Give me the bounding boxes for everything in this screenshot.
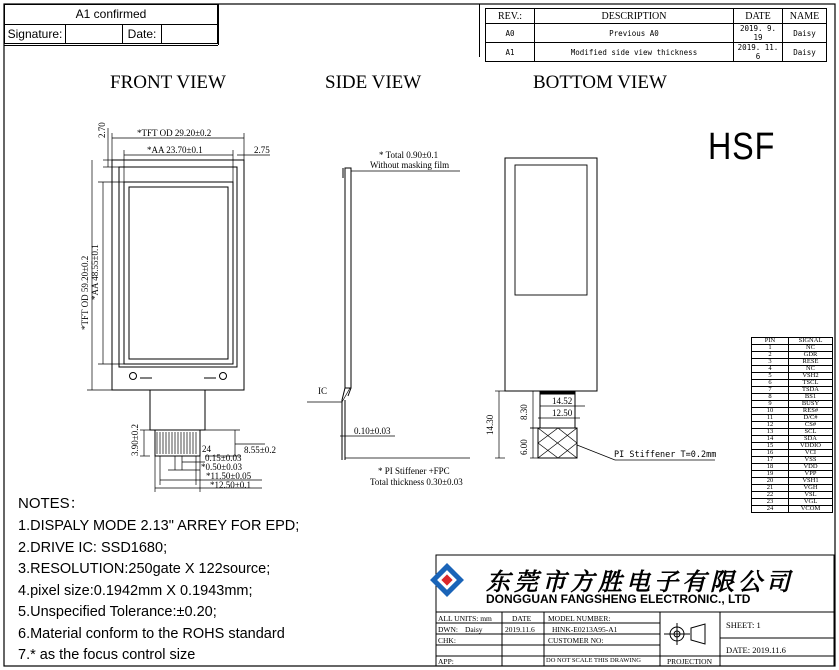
projection-label: PROJECTION [667,657,713,666]
company-name-en: DONGGUAN FANGSHENG ELECTRONIC., LTD [486,592,751,606]
pin-signal: BS1 [789,394,833,401]
pin-row [752,443,833,450]
pin-number: 4 [752,366,789,373]
company-name-cn: 东莞市方胜电子有限公司 [486,570,794,596]
pin-signal: VDD [789,464,833,471]
rev-cell: A1 [486,43,535,62]
side-view-title: SIDE VIEW [325,72,422,93]
approval-status: A1 confirmed [5,5,218,25]
pin-row [752,485,833,492]
ic-label: IC [318,386,327,396]
dim-aa-width: *AA 23.70±0.1 [147,145,203,155]
pin-number: 11 [752,415,789,422]
dim-0-50: *0.50±0.03 [201,462,242,472]
rev-header: REV.: [486,9,535,24]
pin-row [752,471,833,478]
dim-14-30: 14.30 [485,414,495,435]
pin-signal: GDR [789,352,833,359]
hsf-mark: HSF [708,126,776,168]
pin-signal: CS# [789,422,833,429]
dim-11-50: *11.50±0.05 [206,471,252,481]
note-item: 2.DRIVE IC: SSD1680; [18,539,168,556]
sheet-label: SHEET: 1 [726,620,761,630]
pin-signal: VGH [789,485,833,492]
notes-title: NOTES： [18,495,85,512]
pin-number: 7 [752,387,789,394]
note-item: 7.* as the focus control size [18,647,196,663]
dim-tft-od-height: *TFT OD 59.20±0.2 [80,255,90,330]
pin-signal: VSS [789,457,833,464]
dim-2-70: 2.70 [97,122,107,138]
note-item: 5.Unspecified Tolerance:±0.20; [18,604,217,620]
pin-signal: VCI [789,450,833,457]
dim-tft-od-width: *TFT OD 29.20±0.2 [137,128,212,138]
date-header: DATE [734,9,783,24]
company-logo [430,563,464,597]
front-view-dimensions [87,128,270,492]
pin-number: 24 [752,506,789,513]
pin-row [752,415,833,422]
pin-signal: RESE [789,359,833,366]
dwn-label: DWN: [438,625,458,634]
pin-row [752,499,833,506]
pin-row [752,457,833,464]
bottom-view-title: BOTTOM VIEW [533,72,667,93]
notes-list [18,516,299,667]
pin-signal: VSH2 [789,373,833,380]
pin-number: 16 [752,450,789,457]
signal-header: SIGNAL [789,338,833,345]
approval-divider [218,4,219,45]
pin-signal: VSH1 [789,478,833,485]
signature-field [66,24,123,44]
pin-signal: NC [789,345,833,352]
pin-number: 6 [752,380,789,387]
dim-14-52: 14.52 [552,396,573,406]
approval-box [4,4,218,44]
dim-total: * Total 0.90±0.1 [379,150,439,160]
dim-12-50: *12.50±0.1 [210,480,251,490]
note-item: 4.pixel size:0.1942mm X 0.1943mm; [18,582,253,599]
pin-row [752,352,833,359]
pin-number: 10 [752,408,789,415]
chk-label: CHK: [438,636,456,645]
date-field [162,24,218,44]
pin-number: 2 [752,352,789,359]
note-item: 6.Material conform to the ROHS standard [18,625,285,642]
pi-stiffener-label: PI Stiffener T=0.2mm [614,450,717,460]
pin-number: 3 [752,359,789,366]
side-view-drawing [342,168,351,460]
pin-signal: VGL [789,499,833,506]
dim-2-75: 2.75 [254,145,270,155]
desc-cell: Modified side view thickness [535,43,734,62]
pin-row [752,359,833,366]
revision-table [485,8,827,62]
final-date: DATE: 2019.11.6 [726,645,786,655]
pin-number: 21 [752,485,789,492]
pin-number: 1 [752,345,789,352]
pin-row [752,408,833,415]
pin-number: 22 [752,492,789,499]
dwn-date: 2019.11.6 [505,625,535,634]
name-header: NAME [783,9,827,24]
dim-6-00: 6.00 [519,439,529,455]
pin-signal: VCOM [789,506,833,513]
dim-12-50-b: 12.50 [552,408,573,418]
pin-signal: VSL [789,492,833,499]
pin-number: 19 [752,471,789,478]
pin-number: 13 [752,429,789,436]
pin-number: 14 [752,436,789,443]
app-label: APP: [438,657,454,666]
pin-row [752,464,833,471]
note-item: 1.DISPALY MODE 2.13" ARREY FOR EPD; [18,518,300,534]
customer-label: CUSTOMER NO: [548,636,604,645]
pin-row [752,506,833,513]
pin-signal: VPP [789,471,833,478]
date-cell: 2019. 11. 6 [734,43,783,62]
pin-header: PIN [752,338,789,345]
pin-signal: BUSY [789,401,833,408]
projection-symbol [664,623,705,645]
revision-divider [479,4,480,57]
side-panel [345,168,351,388]
no-scale-note: DO NOT SCALE THIS DRAWING [546,657,641,664]
dim-aa-height: *AA 48.55±0.1 [90,244,100,300]
pin-row [752,394,833,401]
pin-table [751,337,833,513]
model-number: HINK-E0213A95-A1 [552,625,618,634]
pin-row [752,366,833,373]
pi-fpc-label: * PI Stiffener +FPC [378,466,450,476]
signature-label: Signature: [5,24,66,44]
pin-row [752,492,833,499]
dim-8-55: 8.55±0.2 [244,445,276,455]
rev-cell: A0 [486,24,535,43]
desc-cell: Previous A0 [535,24,734,43]
units-label: ALL UNITS: mm [438,614,492,623]
pin-number: 8 [752,394,789,401]
pin-signal: TSDA [789,387,833,394]
dim-0-15: 0.15±0.03 [205,453,242,463]
dim-no-film: Without masking film [370,160,450,170]
dim-8-30: 8.30 [519,404,529,420]
pin-number: 15 [752,443,789,450]
pin-signal: D/C# [789,415,833,422]
side-view-dimensions [307,171,470,458]
pin-signal: SCL [789,429,833,436]
pin-row [752,401,833,408]
note-item: 3.RESOLUTION:250gate X 122source; [18,561,271,577]
pin-signal: VDDIO [789,443,833,450]
name-cell: Daisy [783,24,827,43]
pin-row [752,345,833,352]
date-cell: 2019. 9. 19 [734,24,783,43]
front-view-title: FRONT VIEW [110,72,226,93]
date-header-tb: DATE [512,614,532,623]
active-area [124,182,233,364]
pin-number: 18 [752,464,789,471]
dwn-name: Daisy [465,625,483,634]
pin-number: 12 [752,422,789,429]
back-panel [505,158,597,391]
date-label: Date: [123,24,162,44]
pin-number: 5 [752,373,789,380]
pin-signal: NC [789,366,833,373]
desc-header: DESCRIPTION [535,9,734,24]
pin-signal: TSCL [789,380,833,387]
pin-number: 23 [752,499,789,506]
total-thickness: Total thickness 0.30±0.03 [370,477,463,487]
pin-number: 20 [752,478,789,485]
pin-number: 17 [752,457,789,464]
pin-row [752,373,833,380]
name-cell: Daisy [783,43,827,62]
pin-row [752,422,833,429]
pin-number: 9 [752,401,789,408]
dim-24: 24 [202,444,211,454]
tft-outline [112,160,244,390]
dim-0-10: 0.10±0.03 [354,426,391,436]
pin-row [752,387,833,394]
dim-3-90: 3.90±0.2 [130,424,140,456]
pin-row [752,380,833,387]
pin-signal: SDA [789,436,833,443]
pin-signal: RES# [789,408,833,415]
front-view-drawing [112,160,244,456]
model-header: MODEL NUMBER: [548,614,611,623]
pin-row [752,478,833,485]
pin-row [752,429,833,436]
fpc-tail [150,390,205,430]
approval-underline [4,45,218,46]
pin-row [752,450,833,457]
